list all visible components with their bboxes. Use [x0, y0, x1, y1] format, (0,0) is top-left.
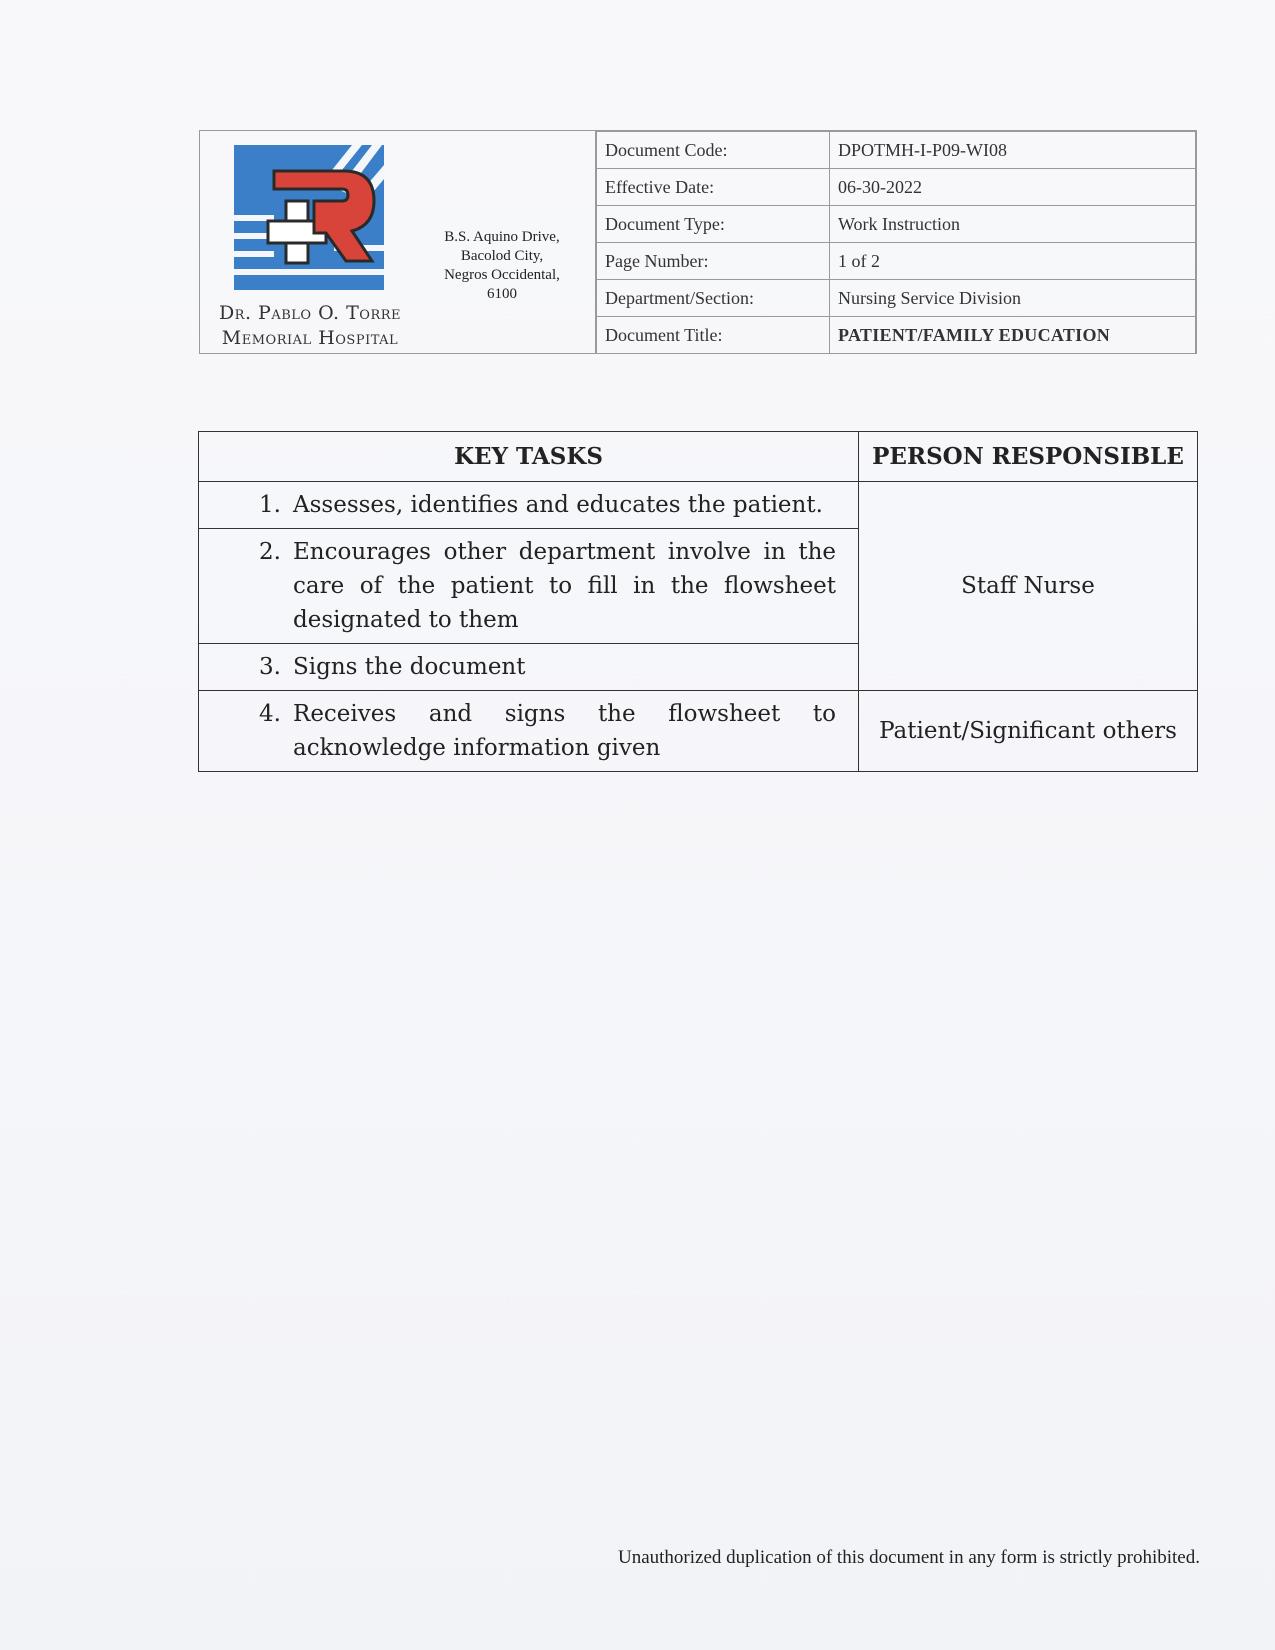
task-text: Assesses, identifies and educates the patient. [293, 492, 823, 518]
person-responsible-cell: Staff Nurse [859, 482, 1198, 691]
key-tasks-header: KEY TASKS [199, 432, 859, 482]
task-cell [199, 482, 859, 529]
meta-row [597, 132, 1196, 169]
meta-value: 06-30-2022 [830, 169, 1196, 206]
meta-label: Department/Section: [597, 280, 830, 317]
document-header [199, 130, 1197, 354]
meta-label: Page Number: [597, 243, 830, 280]
task-number: 2. [259, 539, 281, 565]
hospital-address [422, 228, 582, 304]
meta-label: Effective Date: [597, 169, 830, 206]
task-cell [199, 644, 859, 691]
task-cell [199, 529, 859, 644]
task-text: Encourages other department involve in the care of the patient to fill in the flowsheet designated to them [293, 539, 836, 633]
hospital-name-line2: Memorial Hospital [221, 327, 399, 349]
person-responsible-header: PERSON RESPONSIBLE [859, 432, 1198, 482]
table-row [199, 482, 1198, 529]
address-line3: Negros Occidental, [444, 267, 560, 283]
table-row [199, 691, 1198, 772]
address-line2: Bacolod City, [460, 248, 544, 264]
task-number: 3. [259, 654, 281, 680]
meta-value: Nursing Service Division [830, 280, 1196, 317]
document-title-value: PATIENT/FAMILY EDUCATION [830, 317, 1196, 354]
footer-notice: Unauthorized duplication of this document in any form is strictly prohibited. [617, 1547, 1200, 1568]
task-text: Signs the document [293, 654, 526, 680]
hospital-logo-icon [234, 145, 390, 297]
meta-label: Document Code: [597, 132, 830, 169]
meta-row [597, 169, 1196, 206]
meta-value: Work Instruction [830, 206, 1196, 243]
table-header-row [199, 432, 1198, 482]
meta-row [597, 206, 1196, 243]
hospital-name-line1: Dr. Pablo O. Torre [218, 302, 402, 324]
meta-row [597, 243, 1196, 280]
task-number: 1. [259, 492, 281, 518]
meta-label: Document Title: [597, 317, 830, 354]
person-responsible-cell: Patient/Significant others [859, 691, 1198, 772]
meta-value: DPOTMH-I-P09-WI08 [830, 132, 1196, 169]
key-tasks-table [198, 431, 1198, 772]
task-cell [199, 691, 859, 772]
hospital-identity [200, 131, 596, 353]
hospital-name [210, 301, 410, 351]
address-line1: B.S. Aquino Drive, [444, 229, 560, 245]
address-line4: 6100 [487, 286, 517, 302]
task-number: 4. [259, 701, 281, 727]
meta-row [597, 280, 1196, 317]
task-text: Receives and signs the flowsheet to acknowledge information given [293, 701, 836, 761]
meta-value: 1 of 2 [830, 243, 1196, 280]
meta-row [597, 317, 1196, 354]
document-metadata-table [596, 131, 1196, 354]
meta-label: Document Type: [597, 206, 830, 243]
